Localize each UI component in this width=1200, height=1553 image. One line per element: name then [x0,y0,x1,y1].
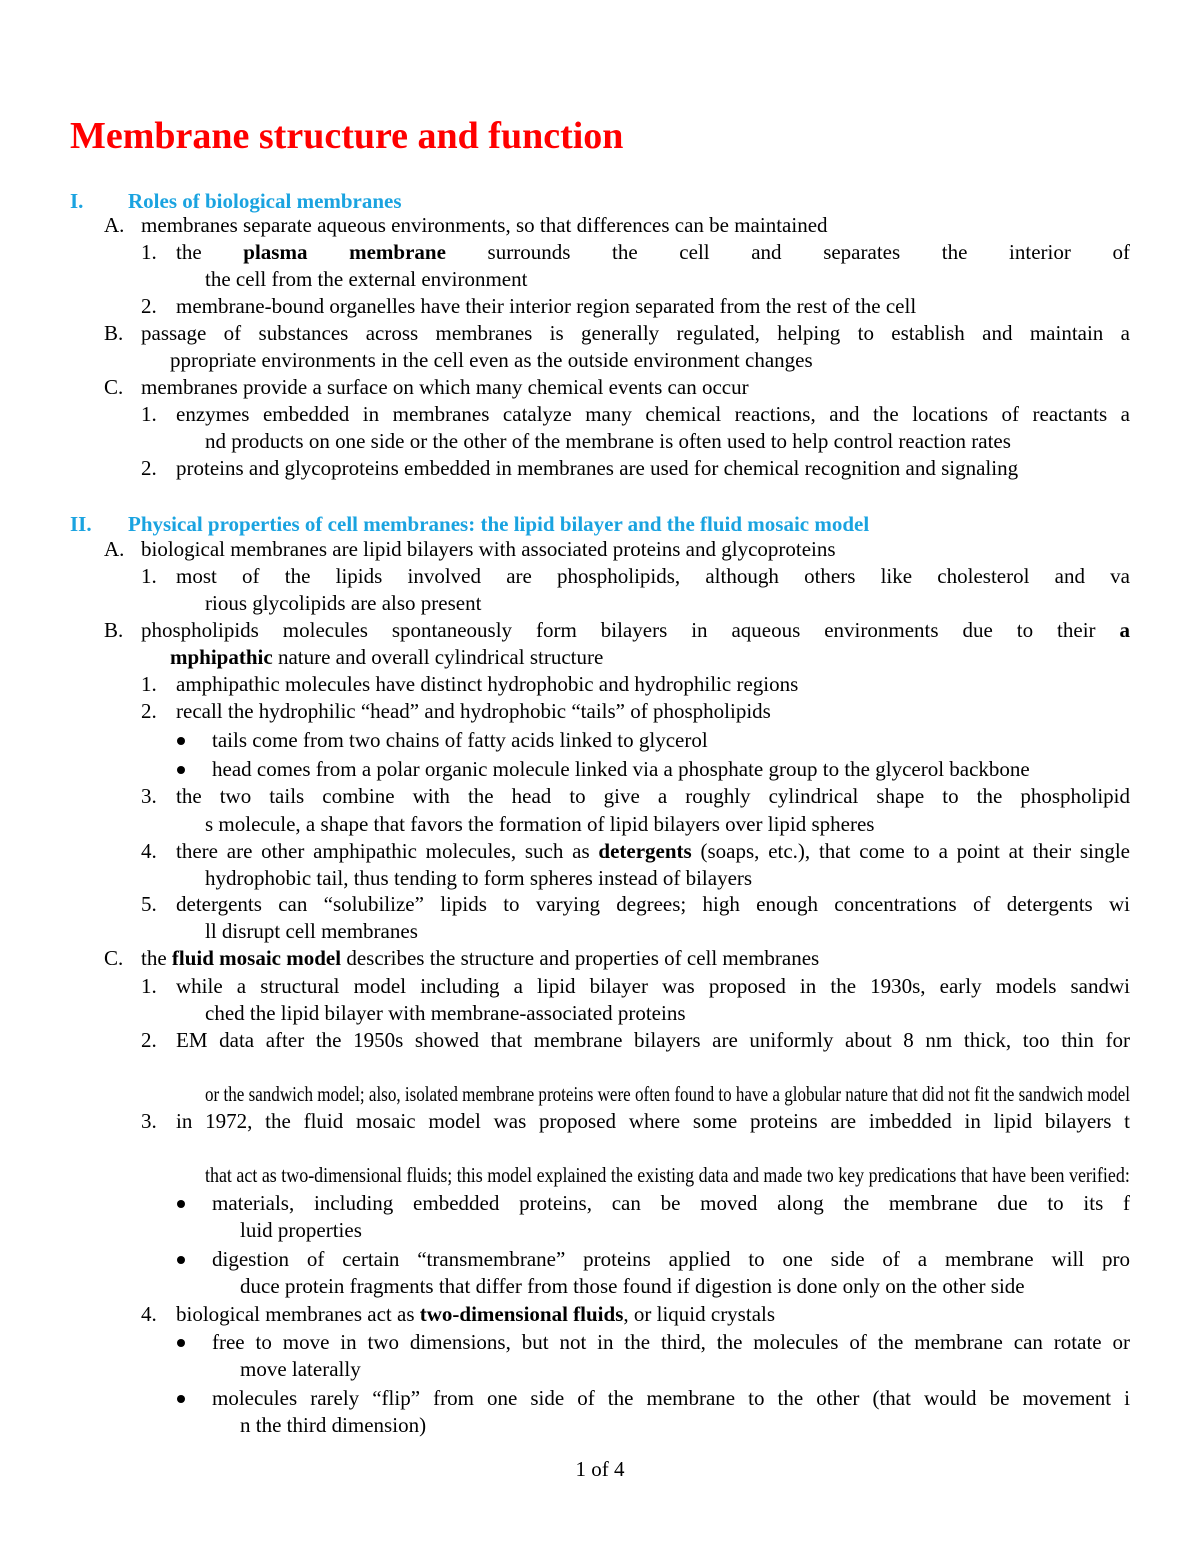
list-marker: C. [104,375,124,399]
list-item-line: luid properties [240,1218,362,1242]
list-marker: A. [104,213,125,237]
list-item-line: biological membranes are lipid bilayers with associated proteins and glycoproteins [141,537,836,561]
bullet-icon [177,1395,185,1403]
list-marker: 5. [141,892,157,916]
list-item-line: recall the hydrophilic “head” and hydrophobic “tails” of phospholipids [176,699,771,723]
bullet-icon [177,1256,185,1264]
list-item-line: n the third dimension) [240,1413,427,1437]
list-item-line: ppropriate environments in the cell even as the outside environment changes [170,348,813,372]
list-item-line: mphipathic nature and overall cylindrical structure [170,645,604,669]
bullet-icon [177,766,185,774]
section-number: I. [70,189,84,213]
list-item-line: membranes provide a surface on which many chemical events can occur [141,375,749,399]
list-item-line: while a structural model including a lipid bilayer was proposed in the 1930s, early models sandwi [176,974,1130,998]
list-marker: B. [104,321,124,345]
list-item-line: passage of substances across membranes is generally regulated, helping to establish and maintain a [141,321,1130,345]
list-item-line: EM data after the 1950s showed that membrane bilayers are uniformly about 8 nm thick, too thin for [176,1028,1130,1052]
list-marker: 4. [141,839,157,863]
page-number: 1 of 4 [575,1457,625,1481]
list-marker: 2. [141,1028,157,1052]
list-item-line: membranes separate aqueous environments, so that differences can be maintained [141,213,828,237]
list-item-line: ched the lipid bilayer with membrane-associated proteins [205,1001,686,1025]
list-marker: 4. [141,1302,157,1326]
list-item-line: molecules rarely “flip” from one side of the membrane to the other (that would be movement i [212,1386,1130,1410]
list-marker: 1. [141,402,157,426]
list-item-line: the cell from the external environment [205,267,528,291]
list-item-line: most of the lipids involved are phospholipids, although others like cholesterol and va [176,564,1130,588]
list-item-line: tails come from two chains of fatty acids linked to glycerol [212,728,708,752]
list-item-line: proteins and glycoproteins embedded in membranes are used for chemical recognition and signaling [176,456,1019,480]
list-item-line: s molecule, a shape that favors the formation of lipid bilayers over lipid spheres [205,812,875,836]
page-title: Membrane structure and function [70,115,624,157]
list-marker: A. [104,537,125,561]
list-item-line: the fluid mosaic model describes the structure and properties of cell membranes [141,946,820,970]
list-item-line: materials, including embedded proteins, can be moved along the membrane due to its f [212,1191,1130,1215]
list-item-line: phospholipids molecules spontaneously form bilayers in aqueous environments due to their a [141,618,1130,642]
list-item-line: enzymes embedded in membranes catalyze many chemical reactions, and the locations of reactants a [176,402,1130,426]
list-marker: 2. [141,699,157,723]
bullet-icon [177,1339,185,1347]
list-item-line: nd products on one side or the other of the membrane is often used to help control reaction rates [205,429,1011,453]
list-item-line: in 1972, the fluid mosaic model was proposed where some proteins are imbedded in lipid bilayers t [176,1109,1130,1133]
bullet-icon [177,1200,185,1208]
list-item-line: head comes from a polar organic molecule linked via a phosphate group to the glycerol backbone [212,757,1030,781]
list-item-line: free to move in two dimensions, but not in the third, the molecules of the membrane can rotate or [212,1330,1130,1354]
list-item-line: move laterally [240,1357,361,1381]
list-marker: 2. [141,294,157,318]
list-item-line: membrane-bound organelles have their interior region separated from the rest of the cell [176,294,917,318]
list-item-line: ll disrupt cell membranes [205,919,418,943]
list-item-line: digestion of certain “transmembrane” proteins applied to one side of a membrane will pro [212,1247,1130,1271]
section-number: II. [70,512,92,536]
list-marker: 3. [141,1109,157,1133]
list-item-line: the two tails combine with the head to give a roughly cylindrical shape to the phospholipid [176,784,1130,808]
list-item-line: hydrophobic tail, thus tending to form spheres instead of bilayers [205,866,753,890]
list-marker: 3. [141,784,157,808]
list-item-line: biological membranes act as two-dimensional fluids, or liquid crystals [176,1302,776,1326]
section-title: Physical properties of cell membranes: the lipid bilayer and the fluid mosaic model [128,512,870,536]
list-item-line: detergents can “solubilize” lipids to varying degrees; high enough concentrations of detergents wi [176,892,1130,916]
list-item-line: duce protein fragments that differ from those found if digestion is done only on the other side [240,1274,1025,1298]
list-item-line: the plasma membrane surrounds the cell and separates the interior of [176,240,1130,264]
list-item-line: rious glycolipids are also present [205,591,482,615]
list-item-line: amphipathic molecules have distinct hydrophobic and hydrophilic regions [176,672,799,696]
list-marker: C. [104,946,124,970]
list-item-line: that act as two-dimensional fluids; this model explained the existing data and made two key predications that have been verified: [205,1163,1130,1187]
list-marker: B. [104,618,124,642]
list-marker: 2. [141,456,157,480]
list-marker: 1. [141,240,157,264]
list-marker: 1. [141,974,157,998]
list-item-line: there are other amphipathic molecules, such as detergents (soaps, etc.), that come to a point at their single [176,839,1130,863]
bullet-icon [177,737,185,745]
list-marker: 1. [141,564,157,588]
section-title: Roles of biological membranes [128,189,402,213]
list-item-line: or the sandwich model; also, isolated membrane proteins were often found to have a globular nature that did not fit the sandwich model [205,1082,1130,1106]
list-marker: 1. [141,672,157,696]
